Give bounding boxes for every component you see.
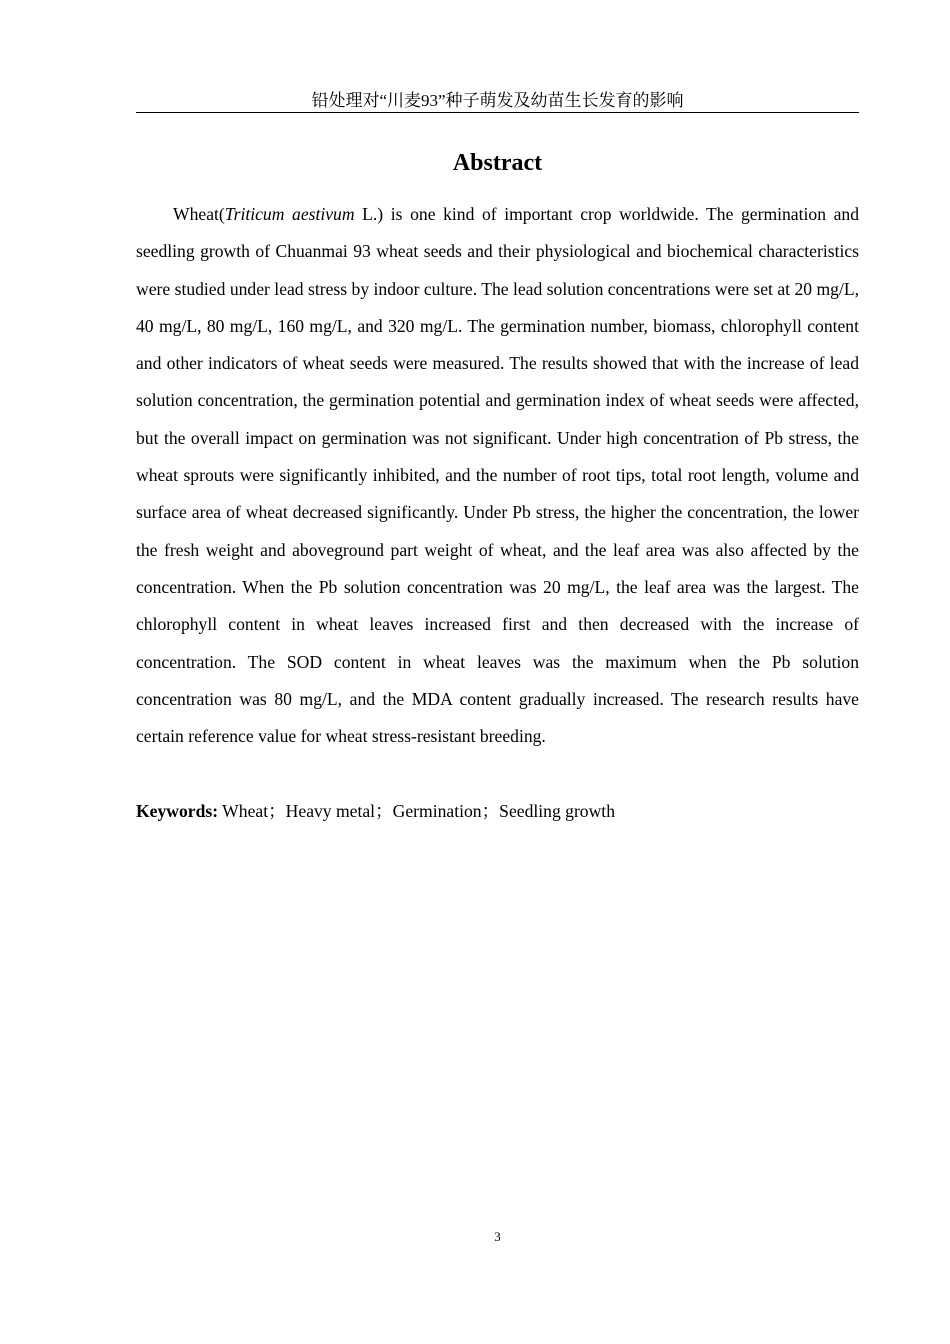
- running-header: 铅处理对“川麦93”种子萌发及幼苗生长发育的影响: [136, 90, 859, 113]
- page-number: 3: [494, 1229, 501, 1244]
- abstract-lead-text: Wheat(: [173, 204, 225, 224]
- abstract-body-text: L.) is one kind of important crop worldwide. The germination and seedling growth of Chuanmai 93 wheat seeds and their physiological and biochemical characteristics were studied under lead stress by indoor culture. The lead solution concentrations were set at 20 mg/L, 40 mg/L, 80 mg/L, 160 mg/L, and 320 mg/L. The germination number, biomass, chlorophyll content and other indicators of wheat seeds were measured. The results showed that with the increase of lead solution concentration, the germination potential and germination index of wheat seeds were affected, but the overall impact on germination was not significant. Under high concentration of Pb stress, the wheat sprouts were significantly inhibited, and the number of root tips, total root length, volume and surface area of wheat decreased significantly. Under Pb stress, the higher the concentration, the lower the fresh weight and aboveground part weight of wheat, and the leaf area was also affected by the concentration. When the Pb solution concentration was 20 mg/L, the leaf area was the largest. The chlorophyll content in wheat leaves increased first and then decreased with the increase of concentration. The SOD content in wheat leaves was the maximum when the Pb solution concentration was 80 mg/L, and the MDA content gradually increased. The research results have certain reference value for wheat stress-resistant breeding.: [136, 204, 859, 747]
- keywords-label: Keywords:: [136, 801, 219, 821]
- abstract-paragraph: [136, 196, 859, 755]
- species-name-italic: Triticum aestivum: [224, 204, 355, 224]
- abstract-title: Abstract: [452, 150, 543, 176]
- keywords-list: Wheat；Heavy metal；Germination；Seedling growth: [218, 801, 615, 821]
- keywords-line: [136, 793, 859, 830]
